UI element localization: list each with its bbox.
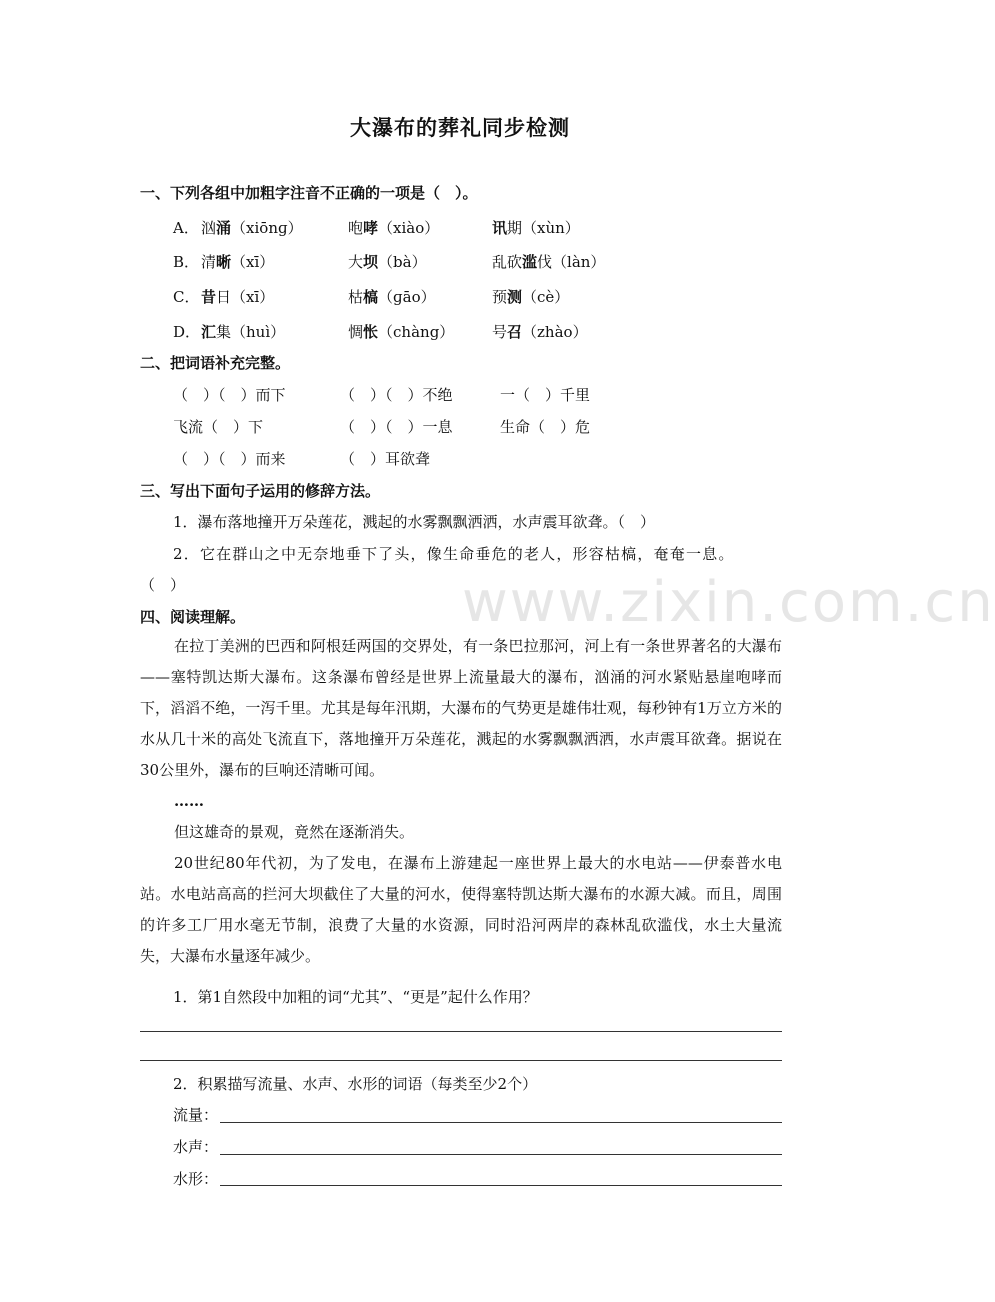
option-word: 昔日（xī） — [201, 288, 275, 306]
option-word: 咆哮（xiào） — [348, 219, 440, 237]
passage-ellipsis: …… — [174, 792, 204, 810]
option-word: 汇集（huì） — [201, 323, 286, 341]
blank-item: 一（ ）千里 — [500, 386, 591, 404]
reading-question-1: 1．第1自然段中加粗的词“尤其”、“更是”起什么作用？ — [173, 988, 538, 1006]
q3-sentence-1: 1．瀑布落地撞开万朵莲花，溅起的水雾飘飘洒洒，水声震耳欲聋。（ ） — [173, 513, 656, 531]
option-word: 号召（zhào） — [492, 323, 588, 341]
page-title: 大瀑布的葬礼同步检测 — [350, 115, 570, 140]
bold-character: 滥 — [522, 253, 538, 271]
passage-paragraph-3: 20世纪80年代初，为了发电，在瀑布上游建起一座世界上最大的水电站——伊泰普水电站。水电站高高的拦河大坝截住了大量的河水，使得塞特凯达斯大瀑布的水源大减。而且，周围的许多工厂用水毫无节制，浪费了大量的水资源，同时沿河两岸的森林乱砍滥伐，水土大量流失，大瀑布水量逐年减少。 — [140, 854, 782, 965]
bold-character: 汇 — [201, 323, 217, 341]
q2-heading: 二、把词语补充完整。 — [140, 354, 291, 372]
blank-item: （ ）（ ）而下 — [173, 386, 286, 404]
bold-character: 怅 — [363, 323, 379, 341]
bold-character: 坝 — [363, 253, 379, 271]
option-word: 预测（cè） — [492, 288, 570, 306]
bold-character: 召 — [507, 323, 523, 341]
shape-label: 水形： — [173, 1170, 219, 1188]
option-word: 乱砍滥伐（làn） — [492, 253, 606, 271]
q3-sentence-2: 2．它在群山之中无奈地垂下了头，像生命垂危的老人，形容枯槁，奄奄一息。 — [173, 545, 735, 563]
blank-item: （ ）（ ）一息 — [340, 418, 453, 436]
bold-character: 槁 — [363, 288, 379, 306]
option-label: B． — [173, 253, 200, 271]
blank-item: （ ）（ ）不绝 — [340, 386, 453, 404]
answer-line[interactable] — [140, 1031, 782, 1032]
sound-answer-line[interactable] — [220, 1154, 782, 1155]
shape-answer-line[interactable] — [220, 1185, 782, 1186]
sound-label: 水声： — [173, 1138, 219, 1156]
option-label: A． — [173, 219, 199, 237]
flow-answer-line[interactable] — [220, 1122, 782, 1123]
option-word: 大坝（bà） — [348, 253, 427, 271]
option-label: C． — [173, 288, 200, 306]
bold-character: 讯 — [492, 219, 508, 237]
flow-label: 流量： — [173, 1106, 219, 1124]
option-word: 清晰（xī） — [201, 253, 275, 271]
answer-line[interactable] — [140, 1060, 782, 1061]
q4-heading: 四、阅读理解。 — [140, 608, 246, 626]
passage-paragraph-1: 在拉丁美洲的巴西和阿根廷两国的交界处，有一条巴拉那河，河上有一条世界著名的大瀑布——塞特凯达斯大瀑布。这条瀑布曾经是世界上流量最大的瀑布，汹涌的河水紧贴悬崖咆哮而下，滔滔不绝，一泻千里。尤其是每年汛期，大瀑布的气势更是雄伟壮观，每秒钟有1万立方米的水从几十米的高处飞流直下，落地撞开万朵莲花，溅起的水雾飘飘洒洒，水声震耳欲聋。据说在30公里外，瀑布的巨响还清晰可闻。 — [140, 637, 782, 779]
option-label: D． — [173, 323, 201, 341]
passage-paragraph-2: 但这雄奇的景观，竟然在逐渐消失。 — [174, 823, 415, 841]
reading-question-2: 2．积累描写流量、水声、水形的词语（每类至少2个） — [173, 1075, 538, 1093]
option-word: 汹涌（xiōnɡ） — [201, 219, 303, 237]
bold-character: 哮 — [363, 219, 379, 237]
bold-character: 测 — [507, 288, 523, 306]
blank-item: （ ）耳欲聋 — [340, 450, 431, 468]
blank-item: 生命（ ）危 — [500, 418, 591, 436]
q3-answer-blank: （ ） — [140, 576, 186, 594]
blank-item: 飞流（ ）下 — [173, 418, 264, 436]
bold-character: 昔 — [201, 288, 217, 306]
q3-heading: 三、写出下面句子运用的修辞方法。 — [140, 482, 381, 500]
q1-heading: 一、下列各组中加粗字注音不正确的一项是（ ）。 — [140, 184, 478, 202]
option-word: 讯期（xùn） — [492, 219, 580, 237]
bold-character: 晰 — [216, 253, 232, 271]
option-word: 枯槁（ɡāo） — [348, 288, 436, 306]
option-word: 惆怅（chàng） — [348, 323, 455, 341]
reading-passage — [140, 631, 782, 972]
watermark-text: www.zixin.com.cn — [462, 570, 995, 635]
blank-item: （ ）（ ）而来 — [173, 450, 286, 468]
bold-character: 涌 — [216, 219, 232, 237]
